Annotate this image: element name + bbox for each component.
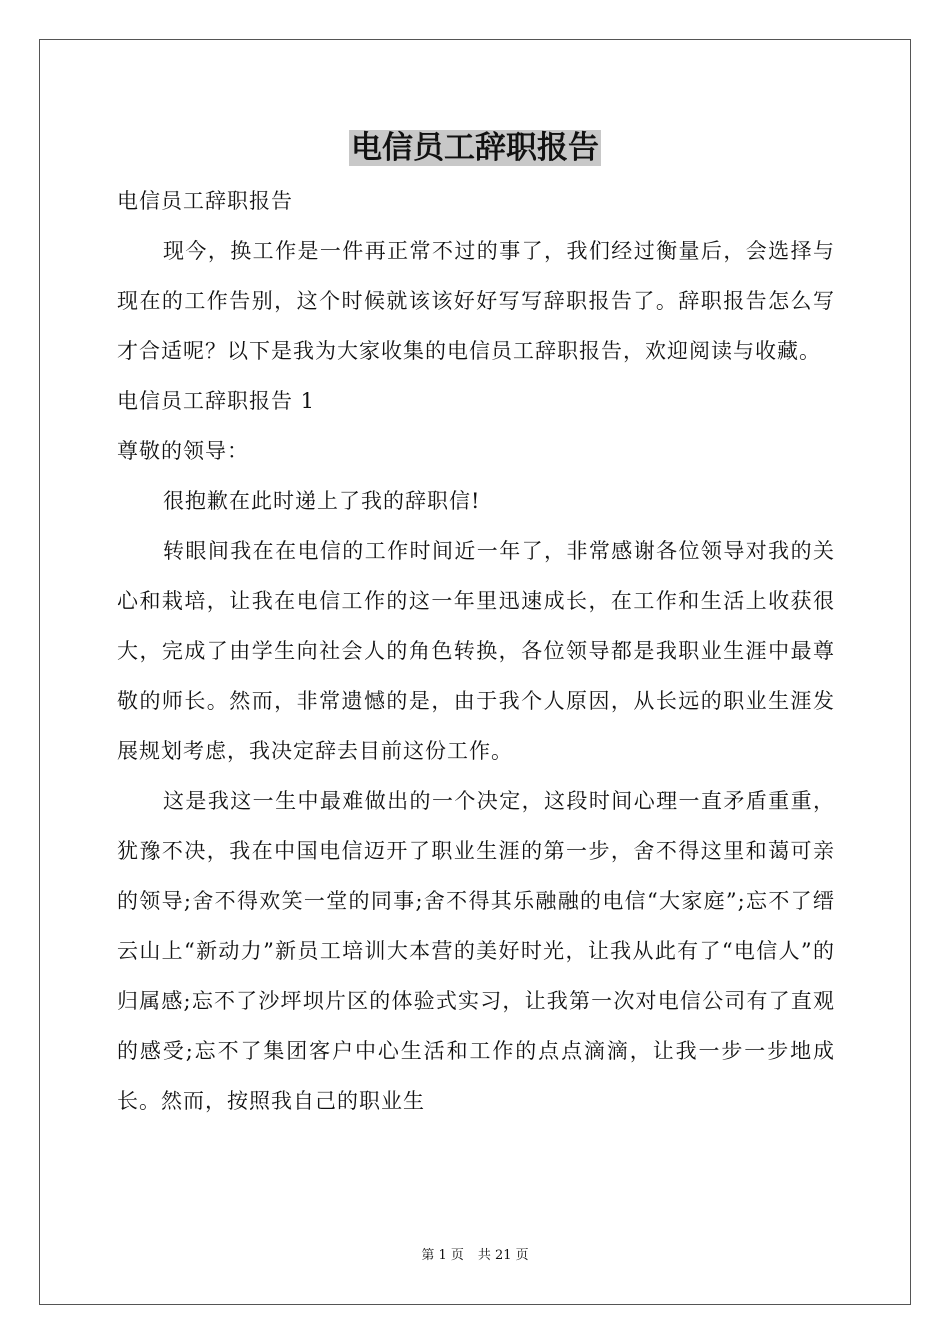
page-footer [0,1247,950,1265]
page-number: 第 1 页 [421,1248,464,1263]
subtitle: 电信员工辞职报告 [117,189,293,213]
intro-paragraph: 现今，换工作是一件再正常不过的事了，我们经过衡量后，会选择与现在的工作告别，这个时候就该该好好写写辞职报告了。辞职报告怎么写才合适呢？以下是我为大家收集的电信员工辞职报告，欢迎阅读与收藏。 [117,239,835,363]
section-heading: 电信员工辞职报告 1 [117,389,316,413]
body-paragraph: 这是我这一生中最难做出的一个决定，这段时间心理一直矛盾重重，犹豫不决，我在中国电信迈开了职业生涯的第一步，舍不得这里和蔼可亲的领导;舍不得欢笑一堂的同事;舍不得其乐融融的电信“大家庭”;忘不了缙云山上“新动力”新员工培训大本营的美好时光，让我从此有了“电信人”的归属感;忘不了沙坪坝片区的体验式实习，让我第一次对电信公司有了直观的感受;忘不了集团客户中心生活和工作的点点滴滴，让我一步一步地成长。然而，按照我自己的职业生 [117,789,835,1113]
document-body [117,176,835,1126]
salutation: 尊敬的领导： [117,439,249,463]
body-paragraph: 转眼间我在在电信的工作时间近一年了，非常感谢各位领导对我的关心和栽培，让我在电信工作的这一年里迅速成长，在工作和生活上收获很大，完成了由学生向社会人的角色转换，各位领导都是我职业生涯中最尊敬的师长。然而，非常遗憾的是，由于我个人原因，从长远的职业生涯发展规划考虑，我决定辞去目前这份工作。 [117,539,835,763]
page-total: 共 21 页 [477,1248,529,1263]
document-title: 电信员工辞职报告 [351,130,599,166]
body-paragraph: 很抱歉在此时递上了我的辞职信! [163,489,481,513]
